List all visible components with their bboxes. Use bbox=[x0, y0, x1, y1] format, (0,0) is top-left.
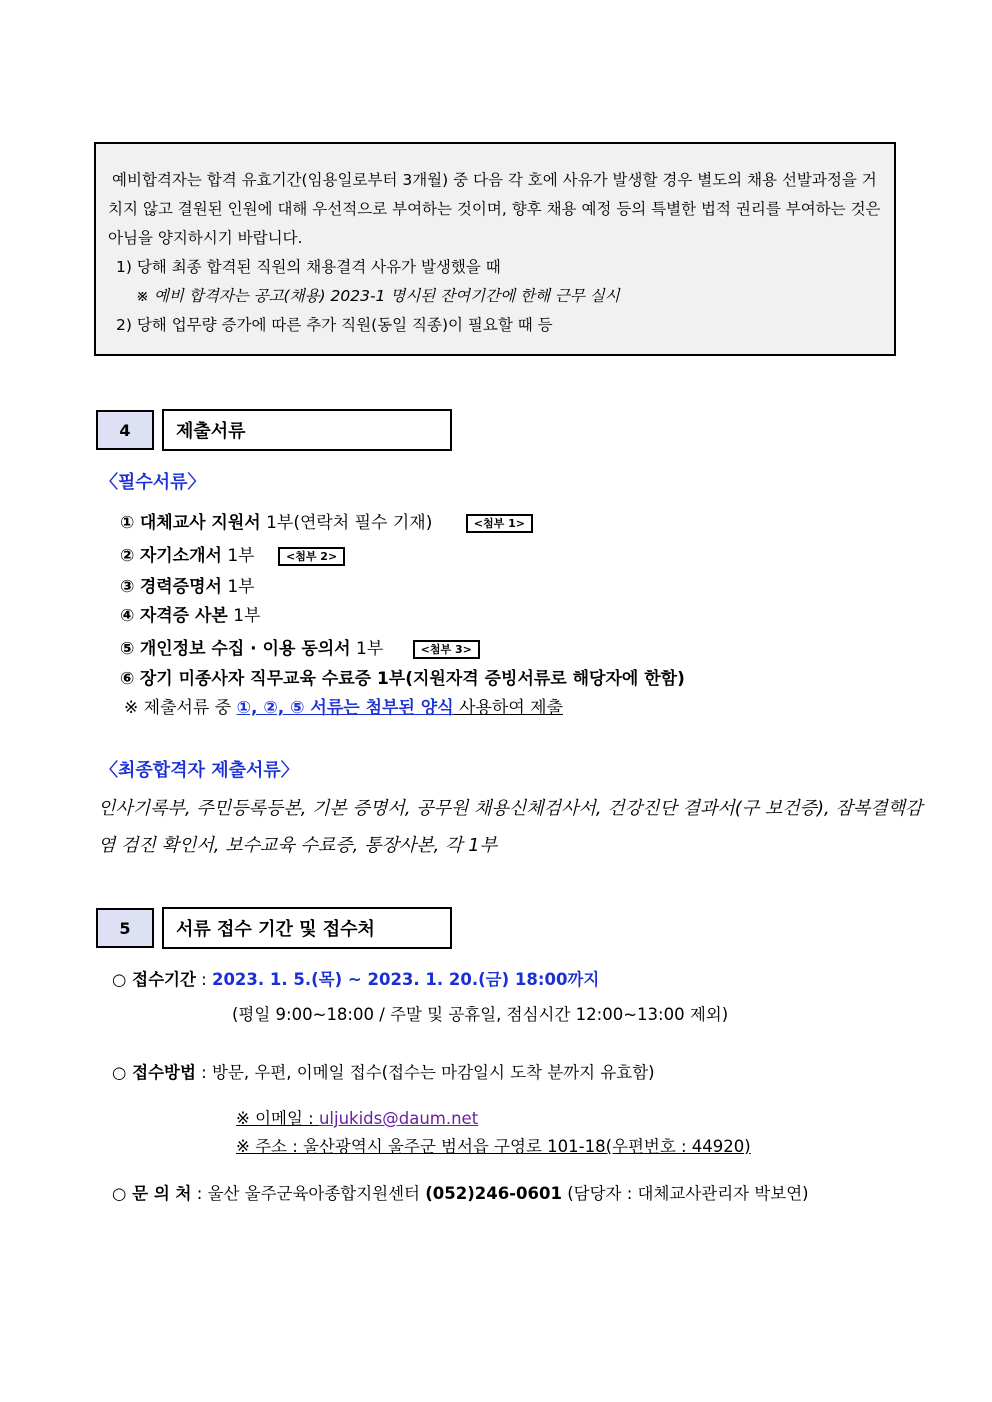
doc-marker: ⑤ bbox=[120, 639, 135, 659]
doc-name: 자격증 사본 bbox=[139, 606, 228, 626]
contact-person: (담당자 : 대체교사관리자 박보연) bbox=[567, 1184, 809, 1203]
attachment-tag: <첨부 1> bbox=[466, 514, 533, 533]
period-value: 2023. 1. 5.(목) ~ 2023. 1. 20.(금) 18:00까지 bbox=[211, 970, 600, 989]
doc-marker: ⑥ bbox=[120, 669, 135, 689]
doc-name: 자기소개서 bbox=[139, 546, 222, 566]
notice-item-2: 2) 당해 업무량 증가에 따른 추가 직원(동일 직종)이 필요할 때 등 bbox=[116, 316, 553, 334]
doc-item-5 bbox=[120, 634, 480, 659]
period-row: ○ 접수기간 : 2023. 1. 5.(목) ~ 2023. 1. 20.(금) 18:00까지 bbox=[112, 970, 600, 989]
docs-note bbox=[124, 693, 563, 718]
contact-org: 울산 울주군육아종합지원센터 bbox=[207, 1184, 420, 1203]
doc-marker: ③ bbox=[120, 577, 135, 597]
section-4-number: 4 bbox=[96, 410, 154, 450]
notice-item-1: 1) 당해 최종 합격된 직원의 채용결격 사유가 발생했을 때 bbox=[116, 258, 501, 276]
attachment-tag: <첨부 3> bbox=[413, 640, 480, 659]
contact-label: ○ 문 의 처 bbox=[112, 1184, 192, 1203]
doc-qty: 1부 bbox=[233, 606, 261, 626]
final-docs-heading: 〈최종합격자 제출서류〉 bbox=[100, 760, 299, 781]
doc-marker: ① bbox=[120, 513, 135, 533]
doc-item-3 bbox=[120, 572, 255, 597]
doc-qty: 1부 bbox=[356, 639, 384, 659]
method-row: ○ 접수방법 : 방문, 우편, 이메일 접수(접수는 마감일시 도착 분까지 유효함) bbox=[112, 1063, 655, 1082]
docs-note-suffix: 사용하여 제출 bbox=[453, 698, 563, 718]
attachment-tag: <첨부 2> bbox=[278, 547, 345, 566]
notice-box bbox=[94, 142, 896, 356]
address-line: ※ 주소 : 울산광역시 울주군 범서읍 구영로 101-18(우편번호 : 44920) bbox=[236, 1137, 751, 1156]
doc-qty: 1부 bbox=[227, 577, 255, 597]
email-link[interactable]: uljukids@daum.net bbox=[318, 1109, 479, 1128]
period-label: ○ 접수기간 bbox=[112, 970, 196, 989]
contact-row: ○ 문 의 처 : 울산 울주군육아종합지원센터 (052)246-0601 (담당자 : 대체교사관리자 박보연) bbox=[112, 1184, 809, 1203]
doc-marker: ④ bbox=[120, 606, 135, 626]
section-5-title: 서류 접수 기간 및 접수처 bbox=[162, 907, 452, 949]
doc-item-4 bbox=[120, 601, 261, 626]
section-4-title: 제출서류 bbox=[162, 409, 452, 451]
doc-qty: 1부(연락처 필수 기재) bbox=[266, 513, 433, 533]
doc-item-6 bbox=[120, 664, 685, 689]
doc-name: 개인정보 수집 · 이용 동의서 bbox=[139, 639, 351, 659]
email-label: ※ 이메일 : bbox=[236, 1109, 319, 1128]
notice-paragraph: 예비합격자는 합격 유효기간(임용일로부터 3개월) 중 다음 각 호에 사유가 발생할 경우 별도의 채용 선발과정을 거치지 않고 결원된 인원에 대해 우선적으로 부여하는 것이며, 향후 채용 예정 등의 특별한 법적 권리를 부여하는 것은 아님을 양지하시기 바랍니다. bbox=[108, 171, 881, 247]
method-label: ○ 접수방법 bbox=[112, 1063, 196, 1082]
doc-marker: ② bbox=[120, 546, 135, 566]
notice-item-1-note: ※ 예비 합격자는 공고(채용) 2023-1 명시된 잔여기간에 한해 근무 실시 bbox=[136, 287, 620, 305]
doc-name: 대체교사 지원서 bbox=[139, 513, 261, 533]
section-5-number: 5 bbox=[96, 908, 154, 948]
docs-note-highlight: ①, ②, ⑤ 서류는 첨부된 양식 bbox=[236, 698, 454, 718]
contact-phone: (052)246-0601 bbox=[425, 1184, 562, 1203]
final-docs-list: 인사기록부, 주민등록등본, 기본 증명서, 공무원 채용신체검사서, 건강진단 결과서(구 보건증), 잠복결핵감염 검진 확인서, 보수교육 수료증, 통장사본, 각 1부 bbox=[98, 798, 923, 856]
method-value: 방문, 우편, 이메일 접수(접수는 마감일시 도착 분까지 유효함) bbox=[211, 1063, 655, 1082]
doc-qty: 1부 bbox=[227, 546, 255, 566]
docs-note-prefix: ※ 제출서류 중 bbox=[124, 698, 237, 718]
required-docs-heading: 〈필수서류〉 bbox=[100, 472, 206, 493]
doc-item-1 bbox=[120, 508, 533, 533]
doc-name: 장기 미종사자 직무교육 수료증 1부(지원자격 증빙서류로 해당자에 한함) bbox=[139, 669, 685, 689]
doc-item-2 bbox=[120, 541, 345, 566]
email-row bbox=[236, 1105, 478, 1129]
period-note: (평일 9:00~18:00 / 주말 및 공휴일, 점심시간 12:00~13:00 제외) bbox=[232, 1005, 729, 1024]
doc-name: 경력증명서 bbox=[139, 577, 222, 597]
